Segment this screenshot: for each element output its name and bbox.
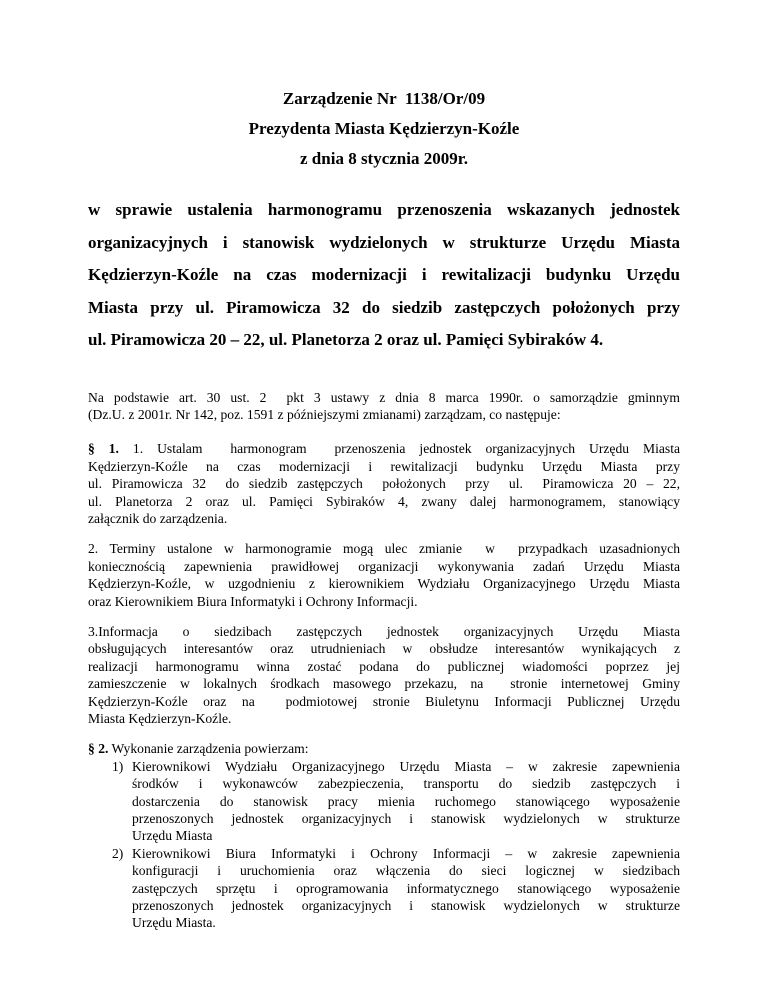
text-line: ul. Planetorza 2 oraz ul. Pamięci Sybiraków 4, zwany dalej harmonogramem, stanowiący bbox=[88, 493, 680, 509]
text-line: załącznik do zarządzenia. bbox=[88, 510, 228, 526]
text-line: realizacji harmonogramu winna zostać podana do publicznej wiadomości poprzez jej bbox=[88, 658, 680, 674]
ordinance-number: Zarządzenie Nr 1138/Or/09 bbox=[282, 89, 486, 108]
point-2-paragraph bbox=[88, 540, 680, 610]
text-line: (Dz.U. z 2001r. Nr 142, poz. 1591 z późniejszymi zmianami) zarządzam, co następuje: bbox=[88, 406, 561, 422]
text-line: przenoszonych jednostek organizacyjnych i stanowisk wydzielonych w strukturze bbox=[132, 898, 680, 914]
text-line: obsługujących interesantów oraz utrudnieniach w obsłudze interesantów wynikających z bbox=[88, 641, 680, 657]
subject-line: w sprawie ustalenia harmonogramu przenoszenia wskazanych jednostek bbox=[88, 200, 680, 219]
text-line: 2. Terminy ustalone w harmonogramie mogą ulec zmianie w przypadkach uzasadnionych bbox=[88, 541, 680, 557]
ordinance-subject bbox=[88, 194, 680, 357]
section-1-paragraph bbox=[88, 440, 680, 527]
text-line: zastępczych sprzętu i oprogramowania informatycznego stanowiącego wyposażenie bbox=[132, 880, 680, 896]
section-marker: § 1. bbox=[88, 441, 119, 457]
issuer: Prezydenta Miasta Kędzierzyn-Koźle bbox=[248, 119, 520, 138]
text-line: środków i wykonawców zabezpieczenia, transportu do siedzib zastępczych i bbox=[132, 776, 680, 792]
text-line: koniecznością zapewnienia prawidłowej organizacji wykonywania zadań Urzędu Miasta bbox=[88, 558, 680, 574]
text-line: § 2. Wykonanie zarządzenia powierzam: bbox=[88, 741, 309, 757]
document-heading bbox=[88, 84, 680, 174]
text-line: ul. Piramowicza 32 do siedzib zastępczych położonych przy ul. Piramowicza 20 – 22, bbox=[88, 476, 680, 492]
text-line: przenoszonych jednostek organizacyjnych i stanowisk wydzielonych w strukturze bbox=[132, 811, 680, 827]
point-3-paragraph bbox=[88, 623, 680, 727]
text-line: Kędzierzyn-Koźle, w uzgodnieniu z kierownikiem Wydziału Organizacyjnego Urzędu Miasta bbox=[88, 576, 680, 592]
text-line: zamieszczenie w lokalnych środkach masowego przekazu, na stronie internetowej Gminy bbox=[88, 676, 680, 692]
text-line: Miasta Kędzierzyn-Koźle. bbox=[88, 711, 232, 726]
text-line: 3.Informacja o siedzibach zastępczych jednostek organizacyjnych Urzędu Miasta bbox=[88, 623, 680, 639]
list-item bbox=[88, 758, 680, 845]
list-item bbox=[88, 845, 680, 932]
text-line: Urzędu Miasta. bbox=[132, 915, 216, 931]
list-item-number: 2) bbox=[112, 845, 124, 861]
subject-line: ul. Piramowicza 20 – 22, ul. Planetorza 2 oraz ul. Pamięci Sybiraków 4. bbox=[88, 330, 604, 349]
text-line: Kędzierzyn-Koźle oraz na podmiotowej stronie Biuletynu Informacji Publicznej Urzędu bbox=[88, 693, 680, 709]
text-line: konfiguracji i uruchomienia oraz włączenia do sieci logicznej w siedzibach bbox=[132, 863, 680, 879]
text-line: Na podstawie art. 30 ust. 2 pkt 3 ustawy z dnia 8 marca 1990r. o samorządzie gminnym bbox=[88, 389, 680, 405]
text-line: Kierownikowi Wydziału Organizacyjnego Urzędu Miasta – w zakresie zapewnienia bbox=[132, 758, 680, 774]
subject-line: Kędzierzyn-Koźle na czas modernizacji i rewitalizacji budynku Urzędu bbox=[88, 265, 680, 284]
legal-basis-paragraph bbox=[88, 389, 680, 424]
text-line: Urzędu Miasta bbox=[132, 828, 213, 844]
subject-line: organizacyjnych i stanowisk wydzielonych w strukturze Urzędu Miasta bbox=[88, 232, 680, 252]
subject-line: Miasta przy ul. Piramowicza 32 do siedzib zastępczych położonych przy bbox=[88, 297, 680, 317]
text-line: Kierownikowi Biura Informatyki i Ochrony Informacji – w zakresie zapewnienia bbox=[132, 845, 680, 861]
section-2-paragraph bbox=[88, 740, 680, 931]
ordinance-date: z dnia 8 stycznia 2009r. bbox=[300, 149, 468, 168]
text-line: Kędzierzyn-Koźle na czas modernizacji i rewitalizacji budynku Urzędu Miasta przy bbox=[88, 458, 680, 474]
text-line: dostarczenia do stanowisk pracy mienia ruchomego stanowiącego wyposażenie bbox=[132, 793, 680, 809]
document-body bbox=[88, 389, 680, 932]
section-marker: § 2. bbox=[88, 741, 109, 757]
list-item-number: 1) bbox=[112, 758, 124, 774]
responsibility-list bbox=[88, 758, 680, 932]
text-line: oraz Kierownikiem Biura Informatyki i Ochrony Informacji. bbox=[88, 593, 418, 609]
text-line: § 1. 1. Ustalam harmonogram przenoszenia jednostek organizacyjnych Urzędu Miasta bbox=[88, 441, 681, 457]
